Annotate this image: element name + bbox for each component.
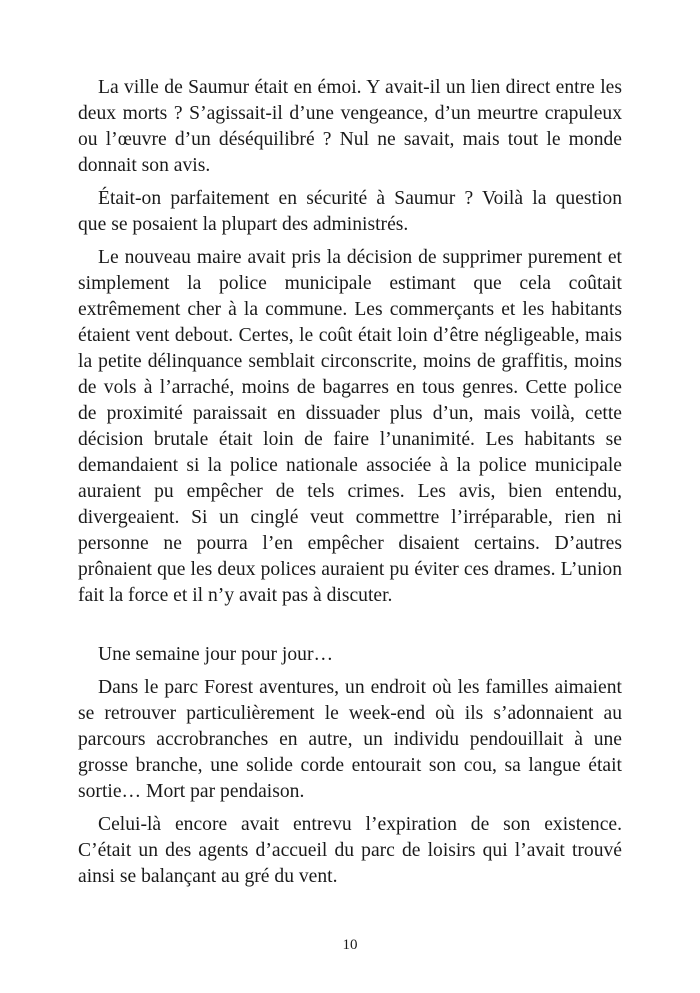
text-line: décision brutale était loin de faire l’unanimité. Les habitants se: [78, 429, 622, 450]
text-line: fait la force et il n’y avait pas à discuter.: [78, 585, 393, 606]
text-line: Celui-là encore avait entrevu l’expiration de son existence.: [98, 814, 622, 835]
text-line: de proximité paraissait en dissuader plus d’un, mais voilà, cette: [78, 403, 622, 424]
text-line: deux morts ? S’agissait-il d’une vengeance, d’un meurtre crapuleux: [78, 103, 622, 124]
text-line: personne ne pourra l’en empêcher disaient certains. D’autres: [78, 533, 622, 554]
paragraph: [78, 75, 622, 179]
text-line: simplement la police municipale estimant que cela coûtait: [78, 273, 622, 294]
text-line: Dans le parc Forest aventures, un endroit où les familles aimaient: [98, 677, 622, 698]
text-line: ainsi se balançant au gré du vent.: [78, 866, 338, 887]
paragraph: [78, 812, 622, 890]
page-number: 10: [342, 937, 358, 953]
text-line: la petite délinquance semblait circonscrite, moins de graffitis, moins: [78, 351, 622, 372]
text-line: C’était un des agents d’accueil du parc de loisirs qui l’avait trouvé: [78, 840, 622, 861]
text-line: de vols à l’arraché, moins de bagarres en tous genres. Cette police: [78, 377, 622, 398]
text-line: La ville de Saumur était en émoi. Y avait-il un lien direct entre les: [98, 77, 622, 98]
paragraph: [78, 245, 622, 609]
paragraph: [78, 675, 622, 805]
text-line: donnait son avis.: [78, 155, 211, 176]
text-line: sortie… Mort par pendaison.: [78, 781, 305, 802]
paragraph: [78, 642, 622, 668]
text-line: auraient pu empêcher de tels crimes. Les avis, bien entendu,: [78, 481, 622, 502]
text-line: demandaient si la police nationale associée à la police municipale: [78, 455, 622, 476]
text-line: extrêmement cher à la commune. Les commerçants et les habitants: [78, 299, 622, 320]
text-line: ou l’œuvre d’un déséquilibré ? Nul ne savait, mais tout le monde: [78, 129, 622, 150]
text-line: divergeaient. Si un cinglé veut commettre l’irréparable, rien ni: [78, 507, 622, 528]
text-line: Une semaine jour pour jour…: [98, 644, 334, 665]
text-line: parcours accrobranches en autre, un individu pendouillait à une: [78, 729, 622, 750]
text-line: grosse branche, une solide corde entourait son cou, sa langue était: [78, 755, 622, 776]
text-line: prônaient que les deux polices auraient pu éviter ces drames. L’union: [78, 559, 622, 580]
text-line: se retrouver particulièrement le week-end où ils s’adonnaient au: [78, 703, 622, 724]
page-body: [78, 75, 622, 897]
paragraph: [78, 186, 622, 238]
blank-line: [78, 616, 622, 642]
text-line: que se posaient la plupart des administrés.: [78, 214, 409, 235]
text-line: Le nouveau maire avait pris la décision de supprimer purement et: [98, 247, 622, 268]
text-line: étaient vent debout. Certes, le coût était loin d’être négligeable, mais: [78, 325, 622, 346]
text-line: Était-on parfaitement en sécurité à Saumur ? Voilà la question: [98, 188, 622, 209]
